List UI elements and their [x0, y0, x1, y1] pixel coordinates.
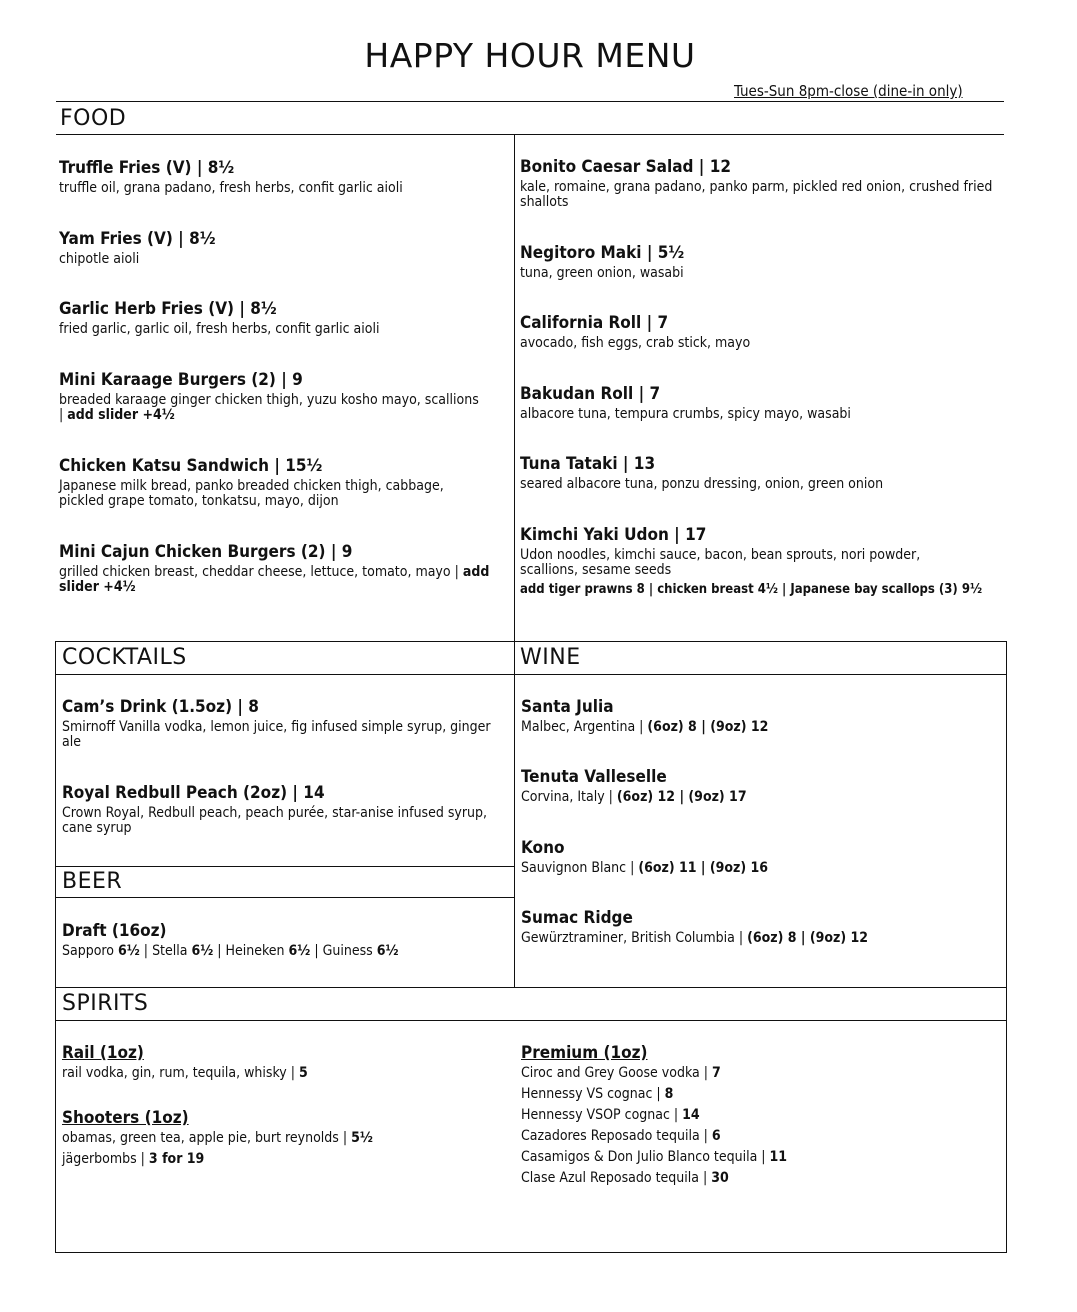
divider: [56, 1020, 1006, 1021]
spirit-line: [521, 1126, 991, 1147]
food-heading: FOOD: [60, 106, 127, 131]
item-name: Cam’s Drink (1.5oz) | 8: [62, 697, 259, 717]
item-name: Rail (1oz): [62, 1043, 144, 1063]
spirit-line: [521, 1105, 991, 1126]
item-description: avocado, fish eggs, crab stick, mayo: [520, 335, 751, 351]
menu-item: [520, 243, 1000, 281]
item-name: Draft (16oz): [62, 921, 167, 941]
spirit-text: Ciroc and Grey Goose vodka |: [521, 1065, 712, 1081]
item-name: Kimchi Yaki Udon | 17: [520, 525, 707, 545]
item-description: Japanese milk bread, panko breaded chicken thigh, cabbage, pickled grape tomato, tonkatsu, mayo, dijon: [59, 478, 444, 509]
item-addons: add tiger prawns 8 | chicken breast 4½ | Japanese bay scallops (3) 9½: [520, 582, 983, 597]
item-description: albacore tuna, tempura crumbs, spicy mayo, wasabi: [520, 406, 851, 422]
item-name: Kono: [521, 838, 565, 858]
spirit-price: 8: [664, 1086, 674, 1102]
wine-heading: WINE: [520, 645, 581, 670]
spirit-line: [521, 1147, 991, 1168]
spirit-text: Hennessy VSOP cognac |: [521, 1107, 683, 1123]
spirit-text: Casamigos & Don Julio Blanco tequila |: [521, 1149, 770, 1165]
item-name: Shooters (1oz): [62, 1108, 189, 1128]
wine-glass-prices: (6oz) 8 | (9oz) 12: [647, 719, 769, 735]
item-name: Tenuta Valleselle: [521, 767, 667, 787]
beer-brand: Stella: [152, 943, 188, 959]
item-name: Royal Redbull Peach (2oz) | 14: [62, 783, 325, 803]
divider: [56, 101, 1004, 102]
cocktail-item: [62, 783, 502, 836]
wine-glass-prices: (6oz) 8 | (9oz) 12: [747, 930, 869, 946]
divider: [514, 134, 515, 642]
divider: [56, 897, 514, 898]
item-name: Sumac Ridge: [521, 908, 633, 928]
item-name: Bakudan Roll | 7: [520, 384, 661, 404]
beer-price: 6½: [191, 943, 214, 959]
item-description: tuna, green onion, wasabi: [520, 265, 684, 281]
cocktail-item: [62, 697, 502, 750]
divider: [56, 674, 1006, 675]
menu-item: [520, 384, 1000, 422]
item-description: [521, 790, 1001, 805]
page-title: HAPPY HOUR MENU: [364, 36, 696, 75]
wine-glass-prices: (6oz) 12 | (9oz) 17: [616, 789, 747, 805]
menu-item: [520, 313, 1000, 351]
item-name: Chicken Katsu Sandwich | 15½: [59, 456, 323, 476]
menu-item: [520, 157, 1000, 210]
wine-glass-prices: (6oz) 11 | (9oz) 16: [638, 860, 769, 876]
wine-item: [521, 838, 1001, 876]
item-name: California Roll | 7: [520, 313, 669, 333]
item-description: fried garlic, garlic oil, fresh herbs, confit garlic aioli: [59, 321, 380, 337]
item-description: [521, 861, 1001, 876]
divider: [56, 866, 514, 867]
spirit-line: [521, 1063, 991, 1084]
spirit-text: rail vodka, gin, rum, tequila, whisky |: [62, 1065, 299, 1081]
item-name: Mini Karaage Burgers (2) | 9: [59, 370, 303, 390]
item-name: Mini Cajun Chicken Burgers (2) | 9: [59, 542, 353, 562]
spirit-line: [62, 1128, 502, 1149]
divider: [56, 987, 1006, 988]
spirit-line: [521, 1084, 991, 1105]
cocktails-heading: COCKTAILS: [62, 645, 187, 670]
spirit-text: Cazadores Reposado tequila |: [521, 1128, 712, 1144]
item-name: Santa Julia: [521, 697, 614, 717]
item-name: Tuna Tataki | 13: [520, 454, 656, 474]
spirit-price: 5: [298, 1065, 308, 1081]
item-name: Garlic Herb Fries (V) | 8½: [59, 299, 277, 319]
spirit-price: 11: [769, 1149, 788, 1165]
item-description: [59, 565, 509, 595]
item-description: Crown Royal, Redbull peach, peach purée, star-anise infused syrup, cane syrup: [62, 805, 488, 836]
spirit-price: 14: [682, 1107, 700, 1123]
spirit-price: 3 for 19: [148, 1151, 205, 1167]
wine-item: [521, 767, 1001, 805]
spirit-price: 5½: [351, 1130, 373, 1146]
divider: [56, 134, 1004, 135]
menu-item: [59, 370, 479, 423]
spirit-line: [62, 1063, 502, 1084]
beer-brand: Guiness: [322, 943, 373, 959]
item-description: kale, romaine, grana padano, panko parm, pickled red onion, crushed fried shallots: [520, 179, 993, 210]
wine-item: [521, 908, 1001, 946]
menu-item: [59, 158, 509, 196]
divider: [514, 642, 515, 988]
beer-heading: BEER: [62, 869, 123, 894]
wine-varietal: Malbec, Argentina |: [521, 719, 648, 735]
spirits-shooters: [62, 1108, 502, 1170]
beer-brand: Sapporo: [62, 943, 114, 959]
item-addon: add slider +4½: [59, 564, 490, 595]
spirit-text: obamas, green tea, apple pie, burt reynolds |: [62, 1130, 352, 1146]
beer-price: 6½: [118, 943, 140, 959]
hours-note: Tues-Sun 8pm-close (dine-in only): [734, 82, 963, 100]
item-name: Bonito Caesar Salad | 12: [520, 157, 731, 177]
item-description: Smirnoff Vanilla vodka, lemon juice, fig infused simple syrup, ginger ale: [62, 719, 491, 750]
item-description-text: breaded karaage ginger chicken thigh, yuzu kosho mayo, scallions |: [59, 392, 479, 423]
beer-prices: Sapporo 6½ | Stella 6½ | Heineken 6½ | Guiness 6½: [62, 943, 399, 959]
item-addon: add slider +4½: [67, 407, 175, 423]
menu-item: [59, 456, 489, 509]
item-name: Negitoro Maki | 5½: [520, 243, 685, 263]
item-description: [521, 931, 1001, 946]
menu-item: [59, 299, 509, 337]
item-description: truffle oil, grana padano, fresh herbs, confit garlic aioli: [59, 180, 403, 196]
spirit-text: jägerbombs |: [62, 1151, 149, 1167]
menu-item: [520, 454, 1000, 492]
spirits-heading: SPIRITS: [62, 991, 149, 1016]
spirit-text: Hennessy VS cognac |: [521, 1086, 665, 1102]
menu-item: [59, 542, 509, 595]
spirits-premium: [521, 1043, 991, 1189]
item-description: seared albacore tuna, ponzu dressing, onion, green onion: [520, 476, 884, 492]
item-description: [59, 393, 479, 423]
item-name: Truffle Fries (V) | 8½: [59, 158, 235, 178]
beer-brand: Heineken: [225, 943, 285, 959]
wine-varietal: Corvina, Italy |: [521, 789, 617, 805]
spirit-price: 30: [711, 1170, 729, 1186]
item-name: Yam Fries (V) | 8½: [59, 229, 216, 249]
spirit-text: Clase Azul Reposado tequila |: [521, 1170, 712, 1186]
wine-varietal: Gewürztraminer, British Columbia |: [521, 930, 748, 946]
menu-item: [59, 229, 509, 267]
beer-price: 6½: [376, 943, 399, 959]
spirit-price: 6: [711, 1128, 721, 1144]
beer-price: 6½: [288, 943, 311, 959]
item-description-text: grilled chicken breast, cheddar cheese, lettuce, tomato, mayo |: [59, 564, 463, 580]
spirit-price: 7: [711, 1065, 721, 1081]
item-description: Udon noodles, kimchi sauce, bacon, bean sprouts, nori powder, scallions, sesame seeds: [520, 547, 921, 578]
menu-item: [520, 525, 1000, 597]
item-description: [521, 720, 1001, 735]
spirit-line: [521, 1168, 991, 1189]
wine-varietal: Sauvignon Blanc |: [521, 860, 639, 876]
item-name: Premium (1oz): [521, 1043, 648, 1063]
spirit-line: [62, 1149, 502, 1170]
wine-item: [521, 697, 1001, 735]
beer-item: [62, 921, 512, 959]
item-description: chipotle aioli: [59, 251, 140, 267]
spirits-rail: [62, 1043, 502, 1084]
